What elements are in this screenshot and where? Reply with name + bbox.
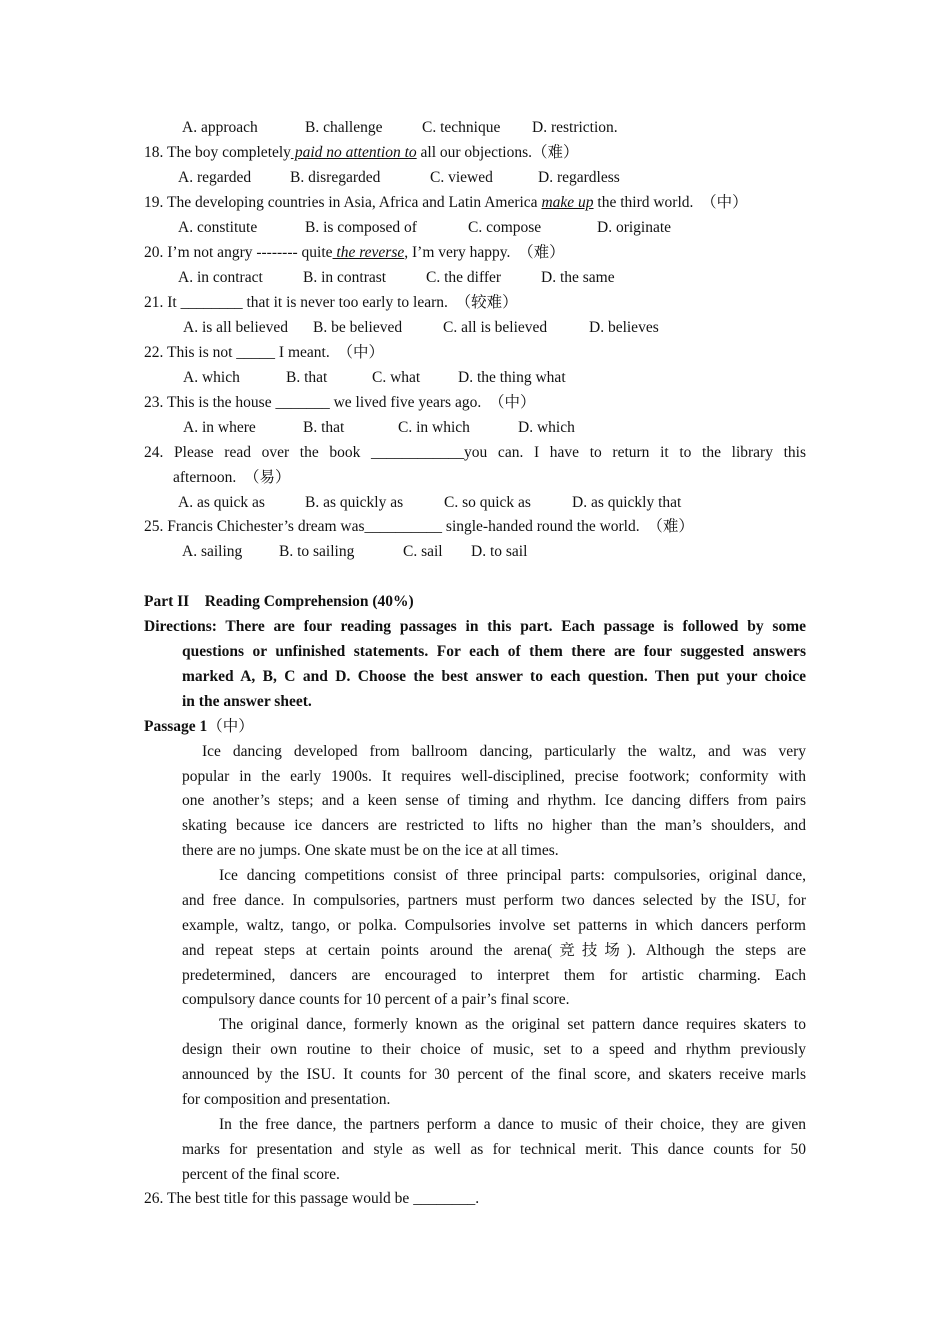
q25-option-a: A. sailing [182, 543, 243, 560]
para2-line-3: example, waltz, tango, or polka. Compulsories involve set patterns in which dancers perform [182, 917, 806, 934]
para2-line-6: compulsory dance counts for 10 percent of a pair’s final score. [182, 991, 570, 1008]
q21-option-d: D. believes [589, 319, 659, 336]
q22-option-c: C. what [372, 369, 421, 386]
q18-stem-pre: 18. The boy completely [144, 144, 291, 161]
q19-stem-post: the third world. （中） [593, 194, 748, 211]
passage-1-label: Passage 1 [144, 718, 208, 735]
para4-line-2: marks for presentation and style as well as for technical merit. This dance counts for 50 [182, 1141, 806, 1158]
q24-option-a: A. as quick as [178, 494, 265, 511]
q20-stem [144, 243, 565, 263]
q24-option-c: C. so quick as [444, 494, 531, 511]
q23-stem: 23. This is the house _______ we lived five years ago. （中） [144, 394, 536, 411]
q18-option-c: C. viewed [430, 169, 493, 186]
q20-option-d: D. the same [541, 269, 615, 286]
q24-stem-line1: 24. Please read over the book ____________you can. I have to return it to the library this [144, 444, 806, 461]
q17-option-c: C. technique [422, 119, 501, 136]
q22-option-d: D. the thing what [458, 369, 566, 386]
q26-stem: 26. The best title for this passage would be ________. [144, 1190, 480, 1207]
q19-option-b: B. is composed of [305, 219, 417, 236]
q25-stem: 25. Francis Chichester’s dream was__________ single-handed round the world. （难） [144, 518, 694, 535]
para3-line-2: design their own routine to their choice of music, set to a speed and rhythm previously [182, 1041, 806, 1058]
q22-stem: 22. This is not _____ I meant. （中） [144, 344, 384, 361]
q20-option-c: C. the differ [426, 269, 502, 286]
q18-option-d: D. regardless [538, 169, 620, 186]
directions-line-2: questions or unfinished statements. For each of them there are four suggested answers [182, 643, 806, 660]
q20-stem-pre: 20. I’m not angry -------- quite [144, 244, 333, 261]
q20-stem-post: , I’m very happy. （难） [404, 244, 565, 261]
para4-line-3: percent of the final score. [182, 1166, 340, 1183]
q25-option-b: B. to sailing [279, 543, 355, 560]
q18-underlined: paid no attention to [290, 144, 417, 161]
q20-option-a: A. in contract [178, 269, 263, 286]
para2-line-1: Ice dancing competitions consist of three principal parts: compulsories, original dance, [219, 867, 806, 884]
para3-line-4: for composition and presentation. [182, 1091, 391, 1108]
passage-1-level: （中） [207, 718, 254, 735]
q19-option-a: A. constitute [178, 219, 258, 236]
directions-line-3: marked A, B, C and D. Choose the best answer to each question. Then put your choice [182, 668, 806, 685]
directions-line-4: in the answer sheet. [182, 693, 312, 710]
q19-stem-pre: 19. The developing countries in Asia, Africa and Latin America [144, 194, 542, 211]
q25-option-d: D. to sail [471, 543, 528, 560]
para1-line-2: popular in the early 1900s. It requires well-disciplined, precise footwork; conformity with [182, 768, 806, 785]
q18-option-b: B. disregarded [290, 169, 381, 186]
q21-option-c: C. all is believed [443, 319, 548, 336]
directions-line-1: Directions: There are four reading passages in this part. Each passage is followed by some [144, 618, 806, 635]
q24-option-d: D. as quickly that [572, 494, 682, 511]
q21-option-a: A. is all believed [183, 319, 289, 336]
q22-option-a: A. which [183, 369, 240, 386]
q23-option-a: A. in where [183, 419, 256, 436]
para3-line-1: The original dance, formerly known as the original set pattern dance requires skaters to [219, 1016, 806, 1033]
q25-option-c: C. sail [403, 543, 443, 560]
para1-line-5: there are no jumps. One skate must be on the ice at all times. [182, 842, 559, 859]
q19-stem [144, 193, 748, 213]
para1-line-4: skating because ice dancers are restricted to lifts no higher than the man’s shoulders, and [182, 817, 806, 834]
para3-line-3: announced by the ISU. It counts for 30 percent of the final score, and skaters receive marls [182, 1066, 806, 1083]
para2-line-2: and free dance. In compulsories, partners must perform two dances selected by the ISU, for [182, 892, 806, 909]
q18-stem [144, 143, 579, 163]
passage-1-title [144, 717, 254, 737]
q18-stem-post: all our objections.（难） [416, 144, 579, 161]
q21-stem: 21. It ________ that it is never too early to learn. （较难） [144, 294, 518, 311]
q18-option-a: A. regarded [178, 169, 252, 186]
q20-underlined: the reverse [332, 244, 405, 261]
q22-option-b: B. that [286, 369, 328, 386]
para2-line-4: and repeat steps at certain points around the arena(竞技场). Although the steps are [182, 942, 806, 959]
q17-option-a: A. approach [182, 119, 258, 136]
para2-line-5: predetermined, dancers are encouraged to interpret them for artistic charming. Each [182, 967, 806, 984]
part2-heading: Part II Reading Comprehension (40%) [144, 593, 414, 610]
para1-line-1: Ice dancing developed from ballroom dancing, particularly the waltz, and was very [202, 743, 806, 760]
para1-line-3: one another’s steps; and a keen sense of timing and rhythm. Ice dancing differs from pairs [182, 792, 806, 809]
q23-option-d: D. which [518, 419, 575, 436]
q21-option-b: B. be believed [313, 319, 403, 336]
q19-underlined: make up [541, 194, 594, 211]
q17-option-b: B. challenge [305, 119, 383, 136]
q17-option-d: D. restriction. [532, 119, 618, 136]
q24-option-b: B. as quickly as [305, 494, 404, 511]
q23-option-b: B. that [303, 419, 345, 436]
q19-option-d: D. originate [597, 219, 672, 236]
para4-line-1: In the free dance, the partners perform a dance to music of their choice, they are given [219, 1116, 806, 1133]
q23-option-c: C. in which [398, 419, 470, 436]
q19-option-c: C. compose [468, 219, 542, 236]
q24-stem-line2: afternoon. （易） [173, 469, 291, 486]
q20-option-b: B. in contrast [303, 269, 387, 286]
